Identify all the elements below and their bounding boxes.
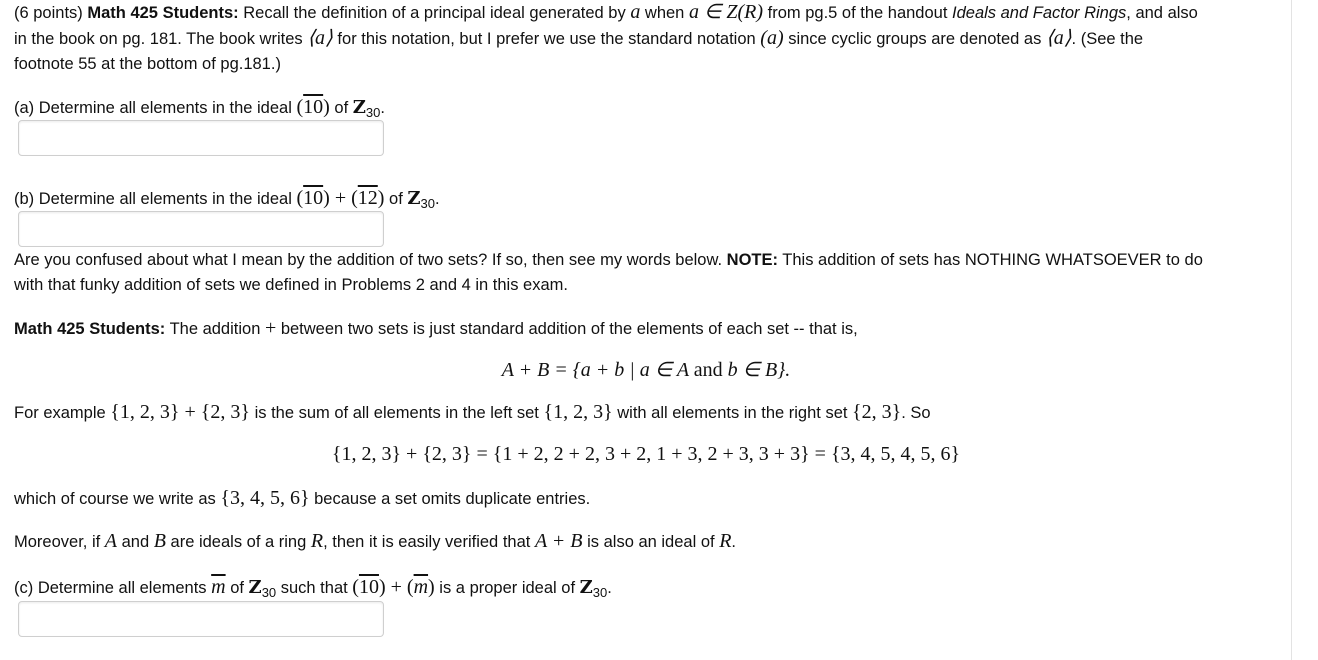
- answer-input-b[interactable]: [18, 211, 384, 247]
- part-b-prompt: (b) Determine all elements in the ideal (10) + (12) of $Z_{30}$.: [14, 187, 440, 211]
- intro-paragraph: [14, 0, 1198, 77]
- intro-line-1: (6 points) Math 425 Students: Recall the definition of a principal ideal generated by a when a ∈ Z(R) from pg.5 of the handout Ideals and Factor Rings, and also: [14, 1, 1198, 23]
- part-c-prompt: (c) Determine all elements $\overline{m}$ of $Z_{30}$ such that $(10) + (\overline{m})$ is a proper ideal of $Z_{30}$.: [14, 576, 612, 600]
- intro-heading: Math 425 Students:: [87, 4, 239, 22]
- explain-paragraph: Math 425 Students: The addition + between two sets is just standard addition of the elements of each set -- that is,: [14, 317, 858, 339]
- intro-line-3: footnote 55 at the bottom of pg.181.): [14, 55, 281, 73]
- confused-paragraph: Are you confused about what I mean by the addition of two sets? If so, then see my words below. NOTE: This addition of sets has NOTHING WHATSOEVER to do with that funky addition of sets we defined in Problems 2 and 4 in this exam.: [14, 251, 1203, 294]
- example-line: For example {1, 2, 3} + {2, 3} is the sum of all elements in the left set {1, 2, 3} with all elements in the right set {2, 3}. So: [14, 401, 931, 423]
- moreover-line: Moreover, if A and B are ideals of a ring R, then it is easily verified that A + B is also an ideal of R.: [14, 530, 736, 552]
- answer-input-a[interactable]: [18, 120, 384, 156]
- example-formula: {1, 2, 3} + {2, 3} = {1 + 2, 2 + 2, 3 + 2, 1 + 3, 2 + 3, 3 + 3} = {3, 4, 5, 4, 5, 6}: [331, 443, 961, 465]
- answer-input-c[interactable]: [18, 601, 384, 637]
- explain-heading: Math 425 Students:: [14, 320, 166, 338]
- handout-title: Ideals and Factor Rings: [952, 4, 1127, 22]
- note-label: NOTE:: [726, 251, 779, 269]
- set-sum-formula: A + B = {a + b | a ∈ A and b ∈ B}.: [501, 359, 791, 381]
- intro-line-2: in the book on pg. 181. The book writes ⟨a⟩ for this notation, but I prefer we use the standard notation (a) since cyclic groups are denoted as ⟨a⟩. (See the: [14, 27, 1144, 49]
- write-line: which of course we write as {3, 4, 5, 6} because a set omits duplicate entries.: [14, 487, 591, 509]
- part-a-prompt: (a) Determine all elements in the ideal (10) of $Z_{30}$.: [14, 96, 385, 120]
